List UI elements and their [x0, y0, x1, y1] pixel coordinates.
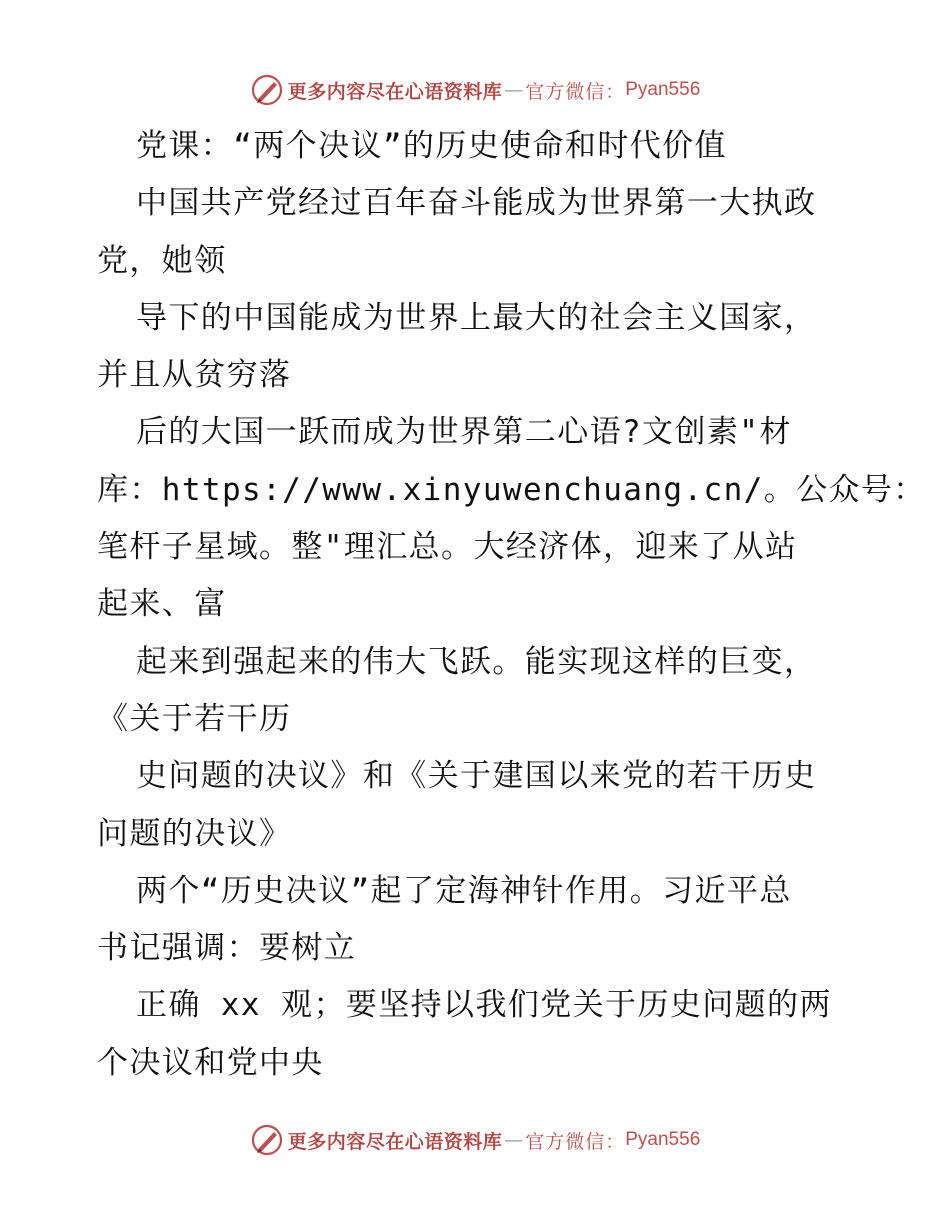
paragraph-line: 正确 xx 观；要坚持以我们党关于历史问题的两	[136, 987, 832, 1024]
wechat-id: Pyan556	[625, 79, 701, 100]
paragraph-line: 起来到强起来的伟大飞跃。能实现这样的巨变，	[136, 643, 817, 680]
wechat-id: Pyan556	[625, 1129, 701, 1150]
paragraph-line: 后的大国一跃而成为世界第二心语?文创素"材	[136, 414, 792, 451]
document-title: 党课：“两个决议”的历史使命和时代价值	[136, 128, 727, 164]
paragraph-line: 书记强调：要树立	[97, 930, 357, 967]
header-banner	[0, 70, 950, 110]
paragraph-line: 党，她领	[97, 242, 227, 279]
brand-text: 更多内容尽在心语资料库	[287, 1130, 503, 1153]
footer-banner	[0, 1120, 950, 1160]
paragraph-line: 问题的决议》	[97, 815, 292, 852]
paragraph-line: 起来、富	[97, 586, 227, 623]
banner-separator: —	[504, 1129, 524, 1151]
paragraph-line: 《关于若干历	[97, 700, 292, 737]
paragraph-line: 并且从贫穷落	[97, 357, 292, 394]
wechat-label: 官方微信：	[525, 80, 626, 103]
brand-text: 更多内容尽在心语资料库	[287, 80, 503, 103]
wechat-label: 官方微信：	[525, 1130, 626, 1153]
document-body	[97, 118, 926, 1092]
pen-logo-icon	[250, 73, 284, 107]
paragraph-line: 导下的中国能成为世界上最大的社会主义国家，	[136, 299, 817, 336]
paragraph-line: 个决议和党中央	[97, 1044, 324, 1081]
banner-separator: —	[504, 79, 524, 101]
paragraph-line: 史问题的决议》和《关于建国以来党的若干历史	[136, 758, 817, 795]
paragraph-line: 库：https://www.xinyuwenchuang.cn/。公众号：	[97, 471, 926, 508]
paragraph-line: 笔杆子星域。整"理汇总。大经济体，迎来了从站	[97, 529, 798, 566]
paragraph-line: 两个“历史决议”起了定海神针作用。习近平总	[136, 872, 792, 909]
pen-logo-icon	[250, 1123, 284, 1157]
paragraph-line: 中国共产党经过百年奋斗能成为世界第一大执政	[136, 185, 817, 222]
